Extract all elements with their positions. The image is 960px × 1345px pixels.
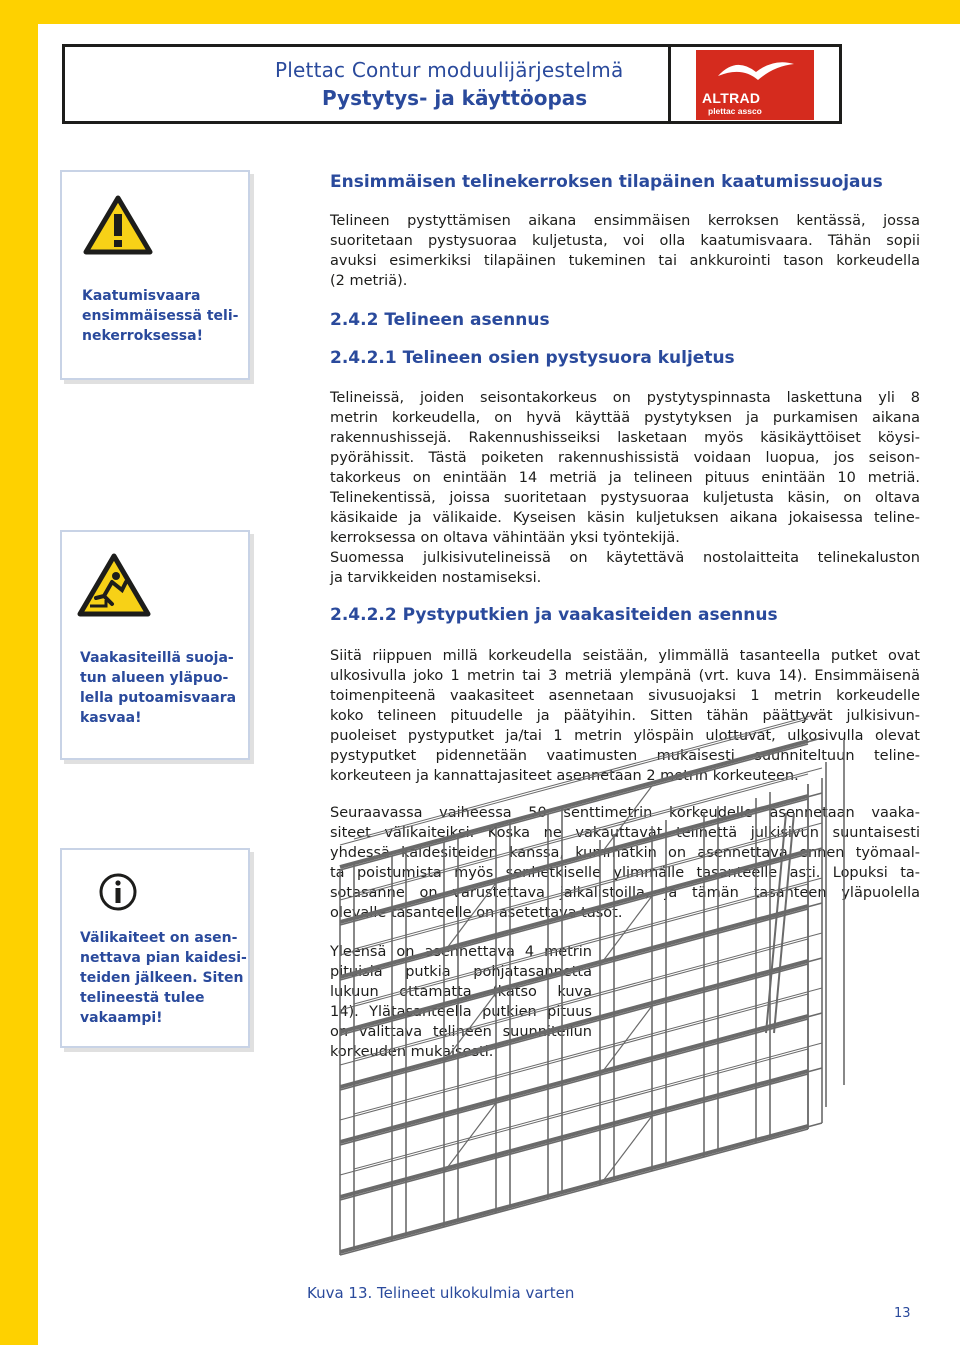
text-line: käsikaide ja välikaide. Kyseisen käsin kuljetuksen aikana jokaisessa teline- — [330, 510, 920, 526]
info-line: nettava pian kaidesi- — [80, 950, 247, 966]
text-line: Telinekentissä, joissa suoritetaan pystysuoraa kuljetusta käsin, on oltava — [330, 490, 920, 506]
text-line: Telineen pystyttämisen aikana ensimmäisen kerroksen kentässä, jossa — [330, 213, 920, 229]
figure-caption: Kuva 13. Telineet ulkokulmia varten — [307, 1284, 575, 1302]
text-line: 14). Ylätasanteella putkien pituus — [330, 1004, 592, 1020]
text-line: kerroksessa on oltava vähintään yksi työntekijä. — [330, 530, 680, 546]
warning-line: nekerroksessa! — [82, 328, 203, 344]
text-line: siteet välikaiteiksi. Koska ne vakauttavat telinettä julkisivun suuntaisesti — [330, 825, 920, 841]
scaffold-illustration — [330, 710, 930, 1280]
warning-line: Vaakasiteillä suoja- — [80, 650, 234, 666]
warning-line: Kaatumisvaara — [82, 288, 201, 304]
text-line: ta poistumista myös senhetkiselle ylimmälle tasanteelle asti. Lopuksi ta- — [330, 865, 920, 881]
text-line: korkeuteen ja kannattajasiteet asennetaan 2 metrin korkeuteen. — [330, 768, 799, 784]
text-line: Yleensä on asennettava 4 metrin — [330, 944, 592, 960]
text-line: ulkosivulla joko 1 metrin tai 3 metriä ylempänä (vrt. kuva 14). Ensimmäisenä — [330, 668, 920, 684]
paragraph-tipping — [330, 211, 920, 291]
section-heading-2-4-2: 2.4.2 Telineen asennus — [330, 310, 550, 330]
text-line: pituisia putkia pohjatasannetta — [330, 964, 592, 980]
paragraph-transport — [330, 388, 920, 588]
info-text — [80, 928, 247, 1028]
text-line: ja tarvikkeiden nostamiseksi. — [330, 570, 542, 586]
text-line: toimenpiteenä vaakasiteet asennetaan sivusuojaksi 1 metrin korkeudelle — [330, 688, 920, 704]
text-line: avuksi esimerkiksi tilapäinen tukeminen tai ankkurointi tason korkeudella — [330, 253, 920, 269]
text-line: Suomessa julkisivutelineissä on käytettävä nostolaitteita telinekaluston — [330, 550, 920, 566]
fall-hazard-icon — [76, 552, 152, 618]
warning-text-tipping — [82, 286, 238, 346]
logo-name: ALTRAD — [702, 90, 761, 106]
text-line: pyörähissit. Tästä poiketen rakennushissistä voidaan luopua, jos seison- — [330, 450, 920, 466]
altrad-logo — [696, 50, 814, 120]
info-line: vakaampi! — [80, 1010, 163, 1026]
text-line: puoleiset pystyputket ja/tai 1 metrin ylöspäin ulottuvat, ulkosivulla olevat — [330, 728, 920, 744]
text-line: rakennushissejä. Rakennushisseiksi lasketaan myös käsikäyttöiset köysi- — [330, 430, 920, 446]
text-line: takorkeus on enintään 14 metriä ja telineen pituus enintään 10 metriä. — [330, 470, 920, 486]
text-line: pystyputket pidennetään vaatimusten mukaisesti suunniteltuun teline- — [330, 748, 920, 764]
warning-triangle-icon — [82, 194, 154, 256]
text-line: sotasanne on varustettava jalkalistoilla, ja tämän tasanteen yläpuolella — [330, 885, 920, 901]
warning-line: ensimmäisessä teli- — [82, 308, 239, 324]
logo-subtitle: plettac assco — [708, 106, 762, 116]
info-line: teiden jälkeen. Siten — [80, 970, 244, 986]
info-icon — [98, 872, 138, 912]
warning-text-fall — [80, 648, 236, 728]
warning-line: lella putoamisvaara — [80, 690, 237, 706]
seagull-icon — [716, 54, 796, 88]
text-line: Siitä riippuen millä korkeudella seistään, ylimmällä tasanteella putket ovat — [330, 648, 920, 664]
text-line: metrin korkeudella, on hyvä käyttää pystytyksen ja purkamisen aikana — [330, 410, 920, 426]
text-line: suoritetaan pystysuoraa kuljetusta, voi olla kaatumisvaara. Tähän sopii — [330, 233, 920, 249]
text-line: yhdessä kaidesiteiden kanssa, kummatkin on asennettava ennen työmaal- — [330, 845, 920, 861]
page-number: 13 — [894, 1306, 911, 1321]
text-line: korkeuden mukaisesti. — [330, 1044, 494, 1060]
info-line: Välikaiteet on asen- — [80, 930, 238, 946]
header-divider — [668, 44, 671, 124]
section-heading: Ensimmäisen telinekerroksen tilapäinen kaatumissuojaus — [330, 172, 883, 192]
document-subtitle: Pystytys- ja käyttöopas — [322, 86, 588, 110]
text-line: lukuun ottamatta (katso kuva — [330, 984, 592, 1000]
text-line: on valittava telineen suunnitellun — [330, 1024, 592, 1040]
warning-line: tun alueen yläpuo- — [80, 670, 229, 686]
warning-line: kasvaa! — [80, 710, 142, 726]
section-heading-2-4-2-1: 2.4.2.1 Telineen osien pystysuora kuljetus — [330, 348, 735, 368]
text-line: Telineissä, joiden seisontakorkeus on pystytyspinnasta laskettuna yli 8 — [330, 390, 920, 406]
document-title: Plettac Contur moduulijärjestelmä — [275, 58, 624, 82]
info-line: telineestä tulee — [80, 990, 205, 1006]
text-line: (2 metriä). — [330, 273, 408, 289]
section-heading-2-4-2-2: 2.4.2.2 Pystyputkien ja vaakasiteiden asennus — [330, 605, 778, 625]
warning-box-tipping — [60, 170, 250, 380]
text-line: olevalle tasanteelle on asetettava tasot. — [330, 905, 623, 921]
text-line: Seuraavassa vaiheessa 50 senttimetrin korkeudelle asennetaan vaaka- — [330, 805, 920, 821]
text-line: koko telineen pituudelle ja päätyihin. Sitten tähän päättyvät julkisivun- — [330, 708, 920, 724]
